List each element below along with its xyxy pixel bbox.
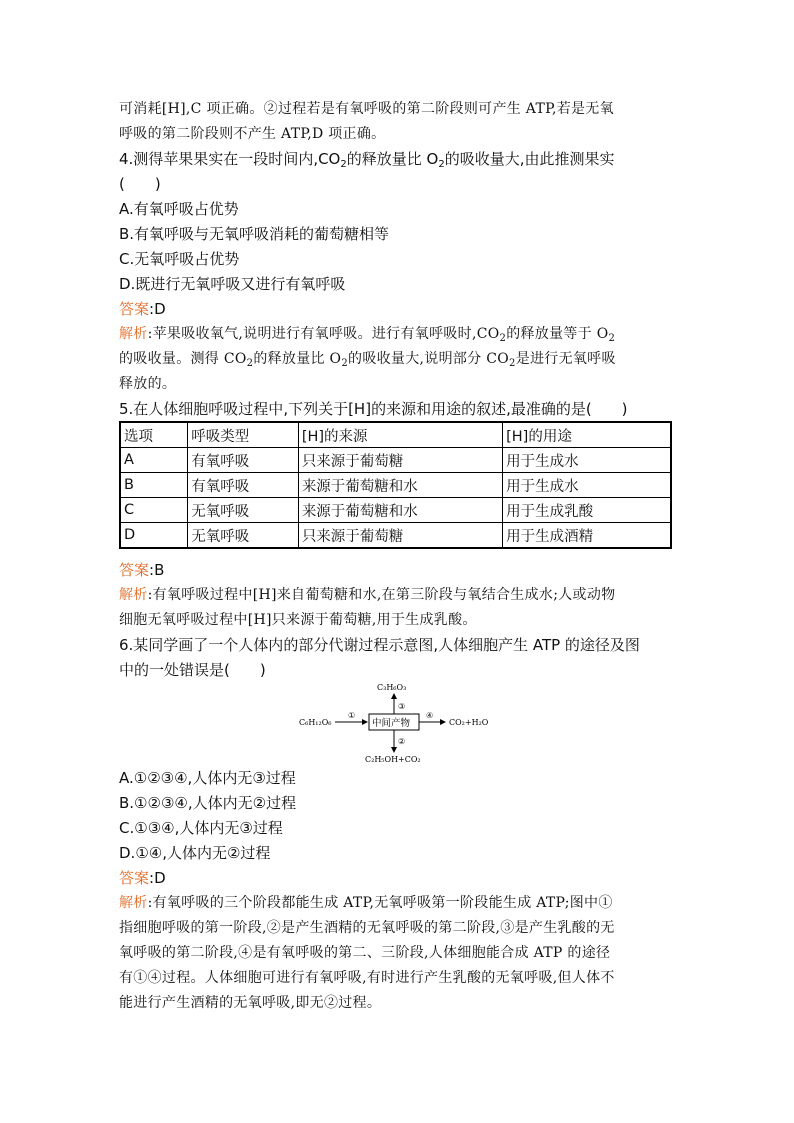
explanation-label: 解析 (119, 587, 148, 603)
table-cell: 无氧呼吸 (188, 523, 299, 549)
process-4-label: ④ (426, 711, 434, 720)
table-cell: 用于生成水 (503, 473, 671, 498)
table-header-cell: 呼吸类型 (188, 422, 299, 448)
q4-answer: 答案:D (119, 300, 166, 318)
table-header-cell: [H]的来源 (298, 422, 502, 448)
table-cell: 来源于葡萄糖和水 (298, 498, 502, 523)
answer-label: 答案 (119, 561, 150, 579)
table-cell: C (120, 498, 188, 523)
answer-label: 答案 (119, 300, 150, 318)
q6-explanation-line-1: 解析:有氧呼吸的三个阶段都能生成 ATP,无氧呼吸第一阶段能生成 ATP;图中① (119, 895, 613, 911)
process-1-label: ① (348, 711, 356, 720)
process-3-label: ③ (398, 702, 406, 711)
q4-option-d: D.既进行无氧呼吸又进行有氧呼吸 (119, 275, 346, 293)
q5-answer: 答案:B (119, 561, 165, 579)
q6-explanation-line-3: 氧呼吸的第二阶段,④是有氧呼吸的第二、三阶段,人体细胞能合成 ATP 的途径 (119, 945, 611, 961)
process-2-label: ② (398, 737, 406, 746)
q4-explanation-line-2: 的吸收量。测得 $CO_2$的释放量比 $O_2$的吸收量大,说明部分 $CO_2$是进行无氧呼吸 (119, 351, 616, 369)
table-header-cell: 选项 (120, 422, 188, 448)
table-cell: 有氧呼吸 (188, 448, 299, 473)
q4-explanation-line-3: 释放的。 (119, 376, 177, 392)
table-row (120, 448, 671, 473)
answer-label: 答案 (119, 869, 150, 887)
q6-stem-line-2: 中的一处错误是( ) (119, 661, 266, 679)
glucose-label: C₆H₁₂O₆ (299, 718, 332, 727)
q4-paren: ( ) (119, 175, 161, 193)
q6-explanation-line-4: 有①④过程。人体细胞可进行有氧呼吸,有时进行产生乳酸的无氧呼吸,但人体不 (119, 970, 615, 986)
table-header-cell: [H]的用途 (503, 422, 671, 448)
q6-answer: 答案:D (119, 869, 166, 887)
q5-options-table (119, 421, 672, 549)
q5-stem: 5.在人体细胞呼吸过程中,下列关于[H]的来源和用途的叙述,最准确的是( ) (119, 400, 628, 418)
q4-explanation-line-1: 解析:苹果吸收氧气,说明进行有氧呼吸。进行有氧呼吸时$,CO_2$的释放量等于 $O_2$ (119, 326, 616, 344)
q5-explanation-line-2: 细胞无氧呼吸过程中[H]只来源于葡萄糖,用于生成乳酸。 (119, 612, 477, 628)
table-cell: 只来源于葡萄糖 (298, 523, 502, 549)
explanation-label: 解析 (119, 326, 148, 342)
table-cell: 用于生成水 (503, 448, 671, 473)
q4-option-b: B.有氧呼吸与无氧呼吸消耗的葡萄糖相等 (119, 225, 390, 243)
table-cell: 只来源于葡萄糖 (298, 448, 502, 473)
table-cell: A (120, 448, 188, 473)
table-header-row (120, 422, 671, 448)
prev-explanation-line-1: 可消耗[H],C 项正确。②过程若是有氧呼吸的第二阶段则可产生 ATP,若是无氧 (119, 101, 614, 117)
co2-water-label: CO₂+H₂O (449, 718, 489, 727)
q5-explanation-line-1: 解析:有氧呼吸过程中[H]来自葡萄糖和水,在第三阶段与氧结合生成水;人或动物 (119, 587, 616, 603)
q6-option-b: B.①②③④,人体内无②过程 (119, 794, 297, 812)
explanation-label: 解析 (119, 895, 148, 911)
q6-option-c: C.①③④,人体内无③过程 (119, 819, 283, 837)
intermediate-label: 中间产物 (372, 718, 411, 729)
table-cell: D (120, 523, 188, 549)
table-cell: 用于生成酒精 (503, 523, 671, 549)
table-row (120, 523, 671, 549)
table-row (120, 473, 671, 498)
ethanol-co2-label: C₂H₅OH+CO₂ (365, 755, 421, 764)
table-row (120, 498, 671, 523)
lactate-label: C₃H₆O₃ (377, 683, 407, 692)
table-cell: 用于生成乳酸 (503, 498, 671, 523)
table-cell: 有氧呼吸 (188, 473, 299, 498)
q6-stem-line-1: 6.某同学画了一个人体内的部分代谢过程示意图,人体细胞产生 ATP 的途径及图 (119, 636, 640, 654)
q4-option-a: A.有氧呼吸占优势 (119, 200, 239, 218)
q6-option-a: A.①②③④,人体内无③过程 (119, 769, 296, 787)
table-cell: 无氧呼吸 (188, 498, 299, 523)
table-cell: B (120, 473, 188, 498)
q6-explanation-line-5: 能进行产生酒精的无氧呼吸,即无②过程。 (119, 995, 382, 1011)
table-cell: 来源于葡萄糖和水 (298, 473, 502, 498)
q6-explanation-line-2: 指细胞呼吸的第一阶段,②是产生酒精的无氧呼吸的第二阶段,③是产生乳酸的无 (119, 920, 615, 936)
q4-stem: 4.测得苹果果实在一段时间内$,CO_2$的释放量比 $O_2$的吸收量大,由此推测果实 (119, 150, 615, 170)
q4-option-c: C.无氧呼吸占优势 (119, 250, 240, 268)
prev-explanation-line-2: 呼吸的第二阶段则不产生 ATP,D 项正确。 (119, 126, 386, 142)
q6-option-d: D.①④,人体内无②过程 (119, 844, 271, 862)
metabolism-diagram (295, 678, 505, 764)
